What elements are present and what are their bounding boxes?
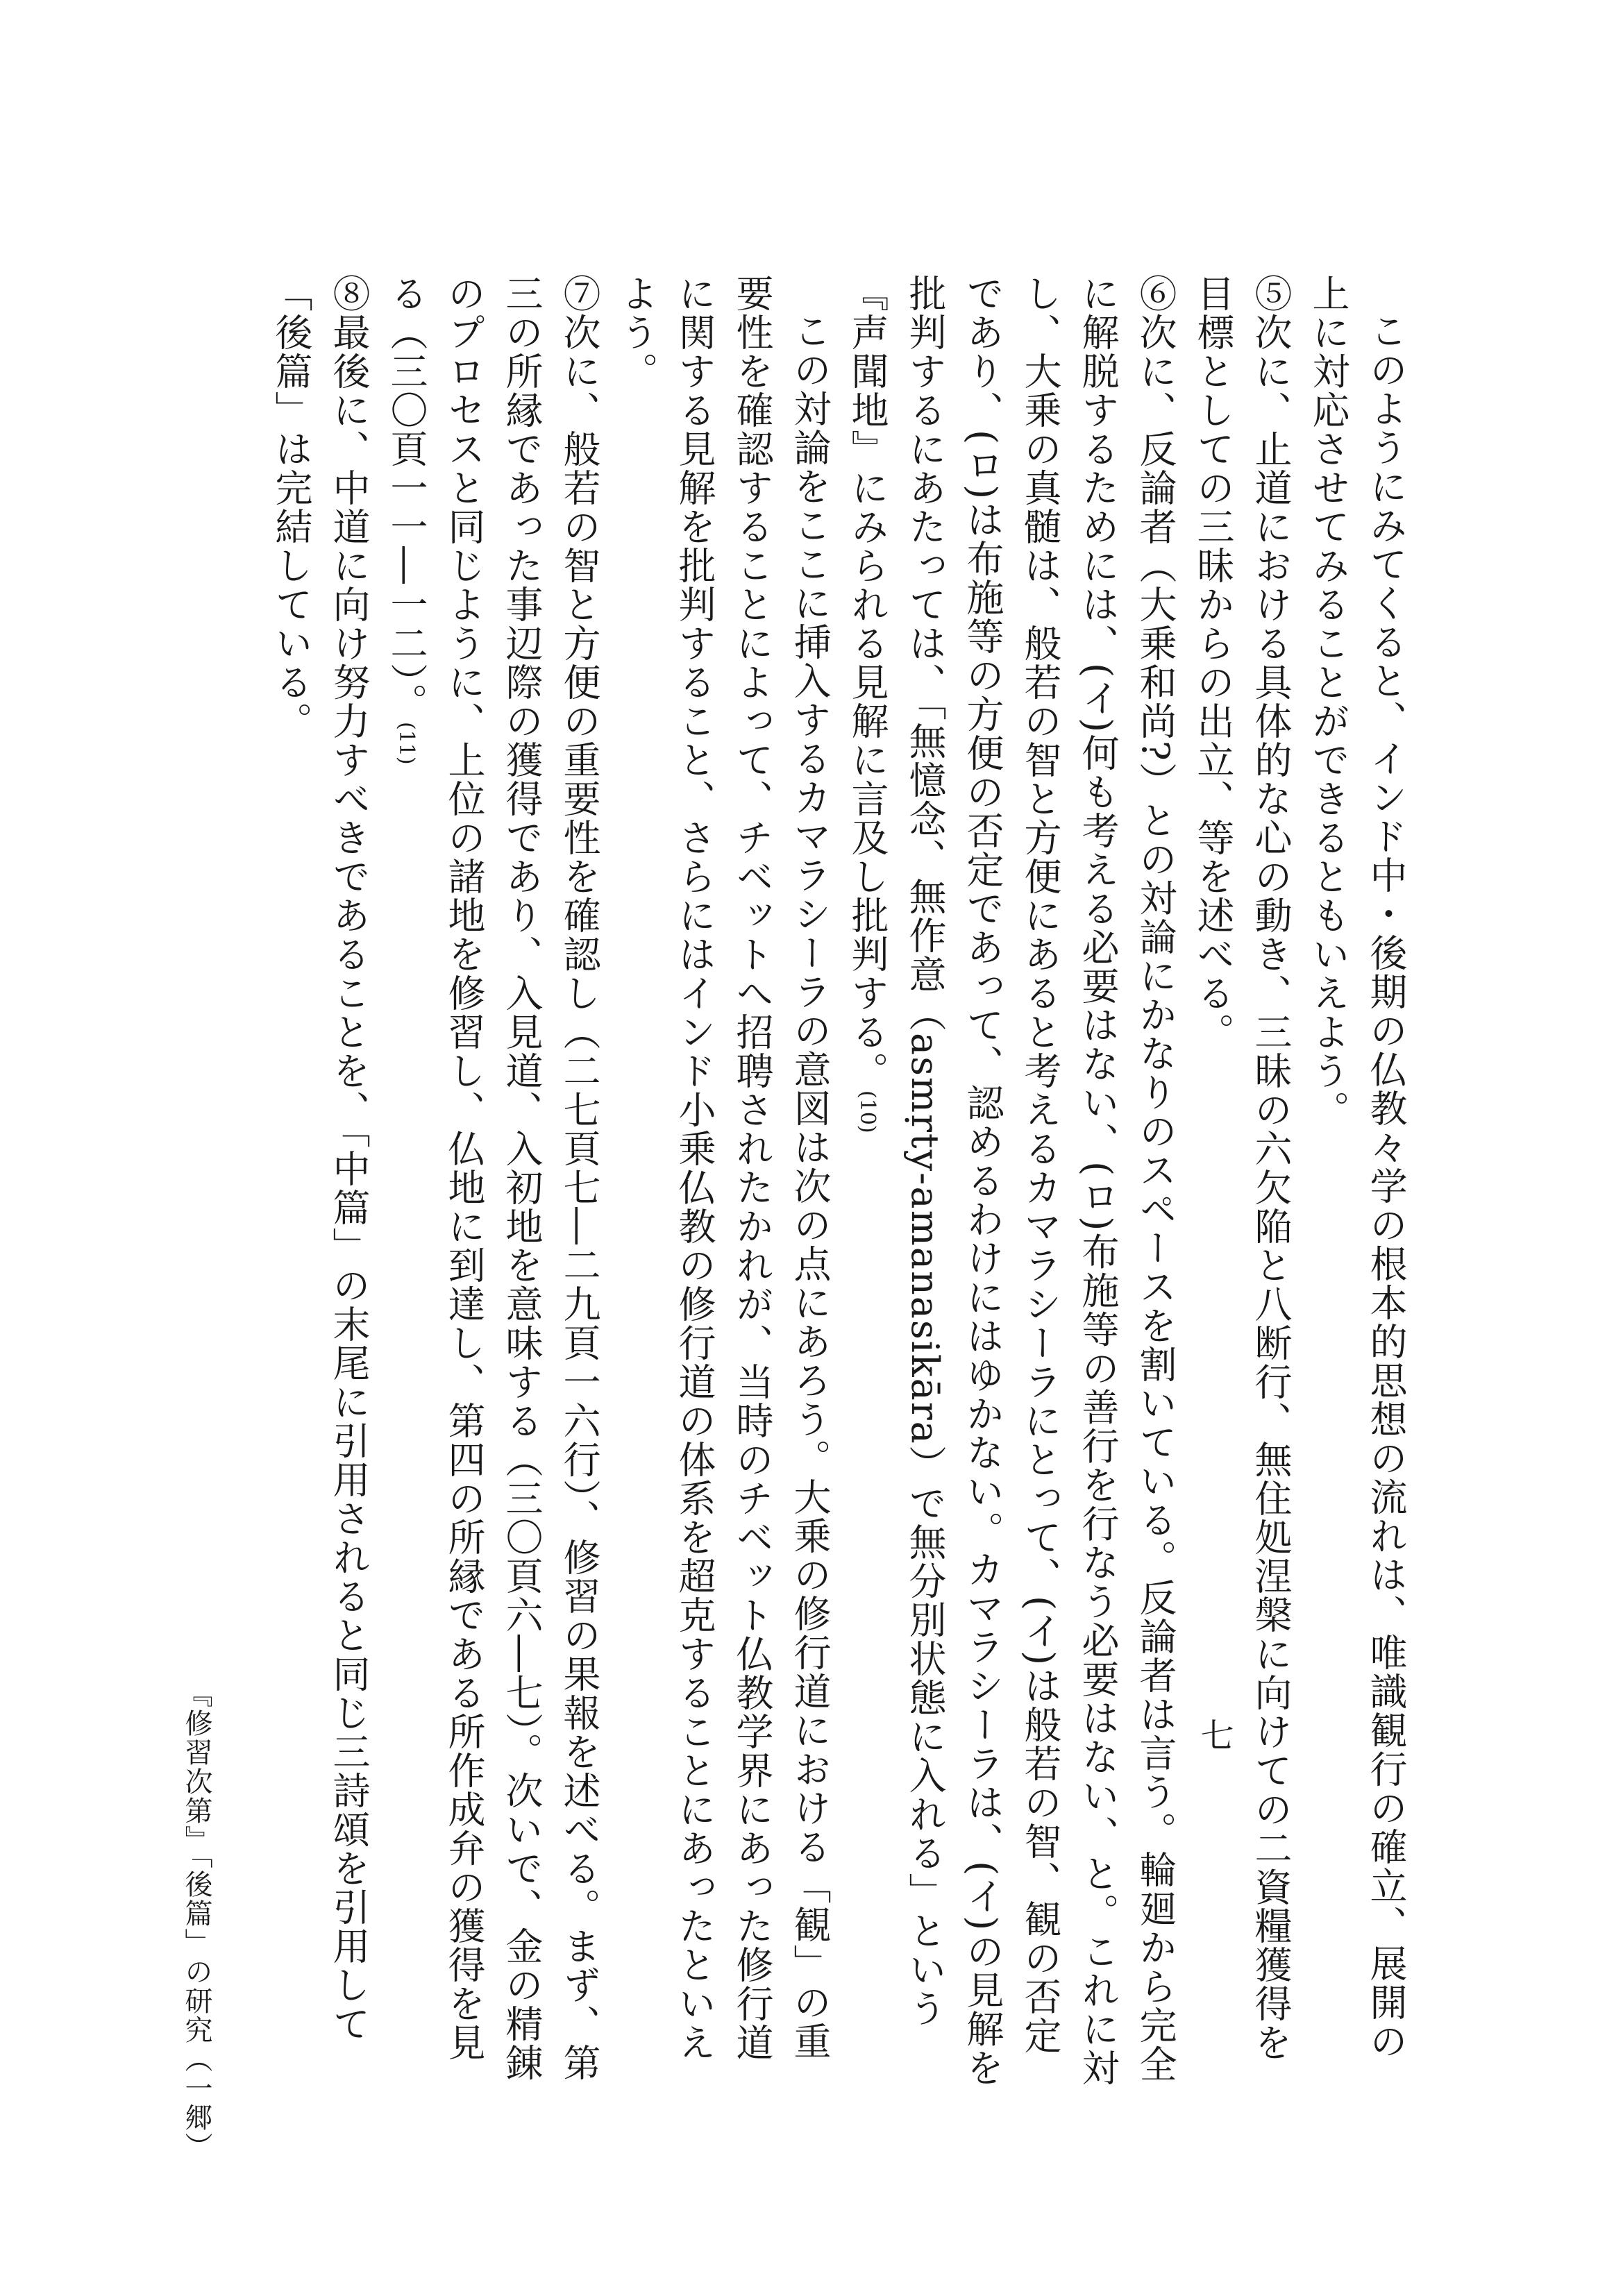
- page-number: 七: [1195, 1718, 1234, 1751]
- paragraph: このようにみてくると、インド中・後期の仏教々学の根本的思想の流れは、唯識観行の確立、展開の上に対応させてみることができるともいえよう。: [1306, 274, 1408, 2061]
- paragraph: [378, 274, 608, 2093]
- footnote-marker: (10): [855, 1090, 880, 1133]
- paragraph: ⑤次に、止道における具体的な心の動き、三昧の六欠陥と八断行、無住処涅槃に向けての二資糧獲得を目標としての三昧からの出立、等を述べる。: [1191, 274, 1293, 2062]
- body-text: [221, 274, 1415, 2093]
- paragraph-text: ⑥次に、反論者（大乗和尚?）との対論にかなりのスペースを割いている。反論者は言う。輪廻から完全に解脱するためには、(イ)何も考える必要はない、(ロ)布施等の善行を行なう必要はない、と。これに対し、大乗の真髄は、般若の智と方便にあると考えるカマラシーラにとって、(イ)は般若の智、観の否定であり、(ロ)は布施等の方便の否定であって、認めるわけにはゆかない。カマラシーラは、(イ)の見解を批判するにあたっては、「無憶念、無作意（asmṛty-amanasikāra）で無分別状態に入れる」という『声聞地』にみられる見解に言及し批判する。: [846, 274, 1177, 2088]
- paragraph: この対論をここに挿入するカマラシーラの意図は次の点にあろう。大乗の修行道における「観」の重要性を確認することによって、チベットへ招聘されたかれが、当時のチベット仏教学界にあった修行道に関する見解を批判すること、さらにはインド小乗仏教の修行道の体系を超克することにあったといえよう。: [615, 274, 832, 2062]
- paragraph: ⑧最後に、中道に向け努力すべきであることを、「中篇」の末尾に引用されると同じ三詩頌を引用して「後篇」は完結している。: [269, 274, 371, 2043]
- footnote-marker: (11): [394, 722, 419, 765]
- running-title: 『修習次第』「後篇」の研究（一郷）: [180, 1680, 212, 2161]
- paragraph: [839, 274, 1184, 2093]
- paragraph-text: ⑦次に、般若の智と方便の重要性を確認し（二七頁七―二九頁一六行）、修習の果報を述べる。まず、第三の所縁であった事辺際の獲得であり、入見道、入初地を意味する（三〇頁六―七）。次いで、金の精錬のプロセスと同じように、上位の諸地を修習し、仏地に到達し、第四の所縁である所作成弁の獲得を見る（三〇頁一一―一二）。: [385, 274, 601, 2082]
